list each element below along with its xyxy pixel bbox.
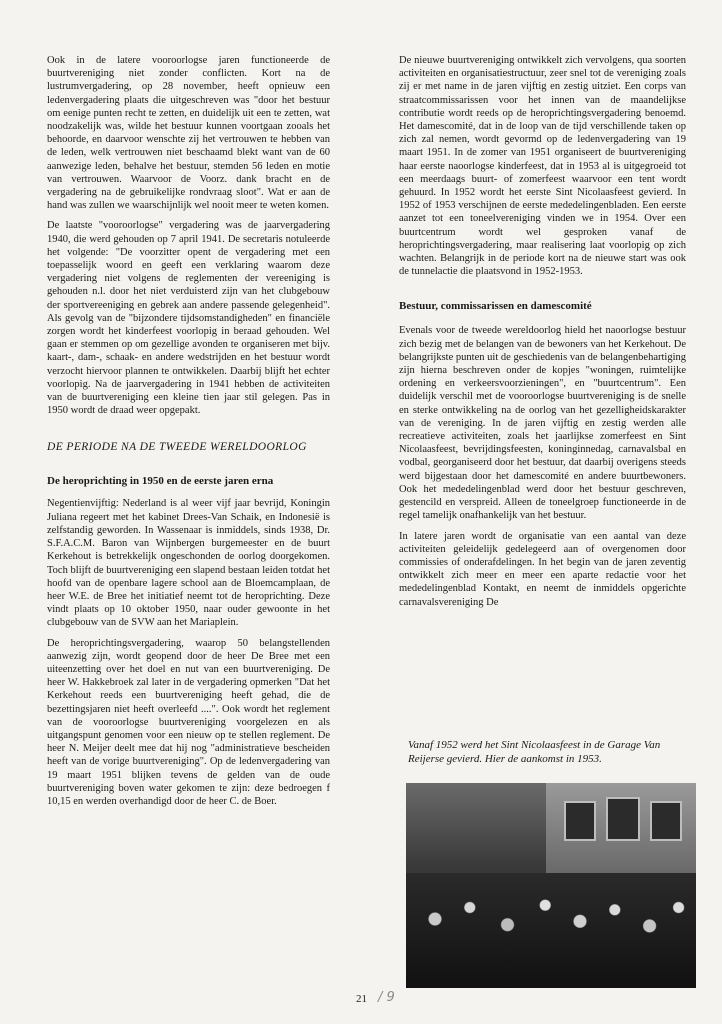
paragraph: De laatste "vooroorlogse" vergadering was de jaarvergadering 1940, die werd gehouden op 7 april 1941. De secretaris notuleerde het volgende: "De voorzitter opent de vergadering met een toepasselijk woord en geeft een verklaring waarom deze vergadering niet volgens de reglementen der vereeniging is gehouden n.l. door het niet verduisterd zijn van het clubgebouw der sportvereeniging en gebrek aan andere passende gelegenheid". Als gevolg van de "bijzondere tijdsomstandigheden" en financiële zorgen wordt het kinderfeest voorlopig in beraad gehouden. Wel gaan er stemmen op om gezellige avonden te organiseren met bijv. kaart-, dam-, schaak- en andere wedstrijden en het bestuur wordt verzocht hiervoor plannen te ontwikkelen. Daarbij blijft het echter voorlopig. Na de jaarvergadering in 1941 hebben de activiteiten van de buurtvereniging een kleine tien jaar stil gelegen. Pas in 1950 wordt de draad weer opgepakt. <box>47 220 330 417</box>
handwritten-mark: / 9 <box>378 990 395 1005</box>
paragraph: Negentienvijftig: Nederland is al weer vijf jaar bevrijd, Koningin Juliana regeert met het kabinet Drees-Van Schaik, en Indonesië is zelfstandig geworden. In Wassenaar is inmiddels, sinds 1938, Dr. S.F.A.C.M. Baron van Wijnbergen burgemeester en de buurt Kerkehout is betrekkelijk ongeschonden de oorlog doorgekomen. Toch blijft de buurtvereniging een slapend bestaan leiden totdat het hoofd van de openbare lagere school aan de Bloemcamplaan, de heer W.E. de Bree het initiatief neemt tot de heroprichting. Deze vindt plaats op 10 oktober 1950, naar ouder gewoonte in het clubgebouw van de SVW aan het Mariaplein. <box>47 498 330 629</box>
page-number: 21 <box>356 993 367 1005</box>
paragraph: Ook in de latere vooroorlogse jaren functioneerde de buurtvereniging niet zonder conflicten. Kort na de lustrumvergadering, op 28 november, heeft opnieuw een ledenvergadering plaats die uitgeschreven was "door het bestuur om eenige punten recht te zetten, en duidelijk uit een te zetten, wat noodzakelijk was, wilde het bestuur kunnen voortgaan zooals het behoorde, en daarvoor wenschte zij het vertrouwen te hebben van de leden, welk vertrouwen niet beschaamd blekt want van de 60 aanwezige leden, behalve het bestuur, stemden 56 leden en motie van vertrouwen. Waarvoor de Voorz. dank bracht en de vergadering na de gebruikelijke rondvraag sloot". Wat er aan de hand was zullen we waarschijnlijk wel nooit meer te weten komen. <box>47 55 330 212</box>
paragraph: In latere jaren wordt de organisatie van een aantal van deze activiteiten geleidelijk gedelegeerd aan of overgenomen door commissies of onderafdelingen. In het begin van de jaren zeventig ontwikkelt zich meer en meer een aparte redactie voor het mededelingenblad Kontakt, en neemt de inmiddels opgerichte carnavalsvereniging De <box>399 530 686 608</box>
paragraph: De nieuwe buurtvereniging ontwikkelt zich vervolgens, qua soorten activiteiten en organisatiestructuur, zeer snel tot de vereniging zoals zij er met name in de jaren vijftig en zestig uitziet. Een corps van straatcommissarissen voor het innen van de maandelijkse contributie wordt reeds op de heroprichtingsvergadering benoemd. Het damescomité, dat in de loop van de tijd verschillende taken op zich zal nemen, wordt gevormd op de ledenvergadering van 19 maart 1951. In de zomer van 1951 organiseert de buurtvereniging haar eerste naoorlogse kinderfeest, dat in 1953 al is uitgegroeid tot een meerdaags buurt- of zomerfeest waarvoor een tent wordt gehuurd. In 1952 wordt het eerste Sint Nicolaasfeest gevierd. In 1952 of 1953 verschijnen de eerste mededelingenbladen. Een eerste aanzet tot een toneelvereniging vinden we in 1954. Over een buurtcentrum wordt wel gesproken vanaf de heroprichtingsvergadering, maar realisering laat voorlopig op zich wachten. Belangrijk in de periode kort na de nieuwe start was ook de tunnelactie die plaatsvond in 1952-1953. <box>399 55 686 278</box>
left-column <box>47 54 330 815</box>
section-title: DE PERIODE NA DE TWEEDE WERELDOORLOG <box>47 441 307 454</box>
historic-photo <box>406 783 696 988</box>
paragraph: Evenals voor de tweede wereldoorlog hield het naoorlogse bestuur zich bezig met de belangen van de bewoners van het Kerkehout. De belangrijkste punten uit de geschiedenis van de belangenbehartiging zijn hierna beschreven onder de kopjes "woningen, ruimtelijke ordening en verkeersvoorzieningen", en "buurtcentrum". Een duidelijk verschil met de vooroorlogse buurtvereniging is de snelle en sterke ontwikkeling na de oorlog van het gezelligheidskarakter van de vereniging. In de jaren vijftig en zestig werden alle recreatieve activiteiten, zoals het jaarlijkse zomerfeest en Sint Nicolaasfeest, bevrijdingsfeesten, koninginnedag, carnavalsbal en vodbal, georganiseerd door het bestuur, dat daarbij overigens steeds werd bijgestaan door het damescomité en andere buurtbewoners. Ook het mededelingenblad werd door het bestuur geschreven, gestencild en verspreid. Alleen de toneelgroep functioneerde in de regel tamelijk onafhankelijk van het bestuur. <box>399 325 686 522</box>
subheading: De heroprichting in 1950 en de eerste jaren erna <box>47 475 274 488</box>
paragraph: De heroprichtingsvergadering, waarop 50 belangstellenden aanwezig zijn, wordt geopend door de heer De Bree met een uiteenzetting over het doel en nut van een buurtvereniging. De heer W. Hakkebroek zal later in de vergadering opmerken "Dat het Kerkehout reeds een buurtvereniging heeft gehad, die de bezettingsjaren niet heeft overleefd ....". Ook wordt het reglement van de vooroorlogse buurtvereniging voorgelezen en als uitgangspunt genomen voor een nieuw op te stellen reglement. De heer N. Meijer deelt mee dat hij nog "administratieve bescheiden heeft van de vorige buurtvereniging". Op de ledenvergadering van 19 maart 1951 blijken tevens de gelden van de oude buurtvereniging boven water gekomen te zijn: deze bedroegen f 10,15 en werden overhandigd door de heer C. de Boer. <box>47 637 330 807</box>
right-column <box>399 54 686 616</box>
crowd <box>406 873 696 988</box>
subheading: Bestuur, commissarissen en damescomité <box>399 300 592 313</box>
photo-caption: Vanaf 1952 werd het Sint Nicolaasfeest in de Garage Van Reijerse gevierd. Hier de aankomst in 1953. <box>408 739 661 765</box>
